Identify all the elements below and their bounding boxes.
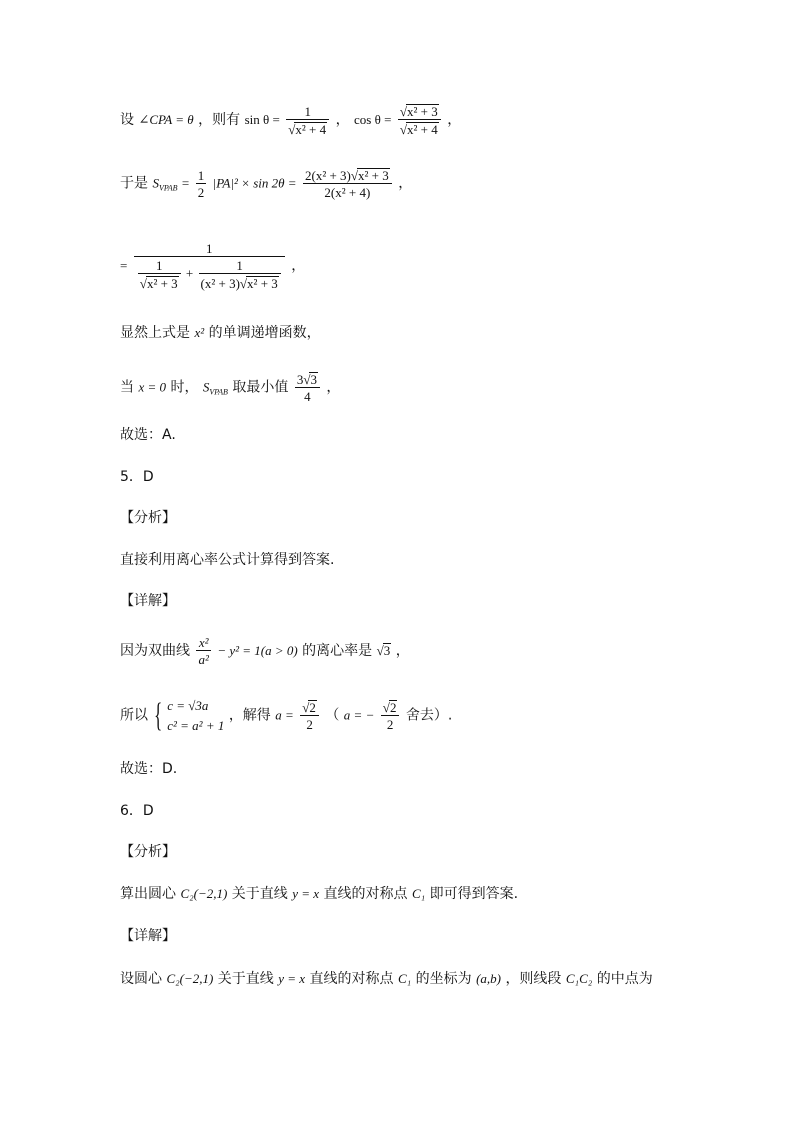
- section-heading-analysis: 【分析】: [120, 510, 176, 526]
- question-number-6: 6．D: [120, 803, 154, 819]
- fraction-cos: $\frac{\text{√x² + 3}}{\text{√x² + 4}}$: [398, 104, 441, 136]
- radicand: 3: [310, 372, 317, 387]
- text: 算出圆心: [120, 886, 176, 902]
- fraction-denominator: 4: [304, 389, 311, 404]
- fraction-inner-a: $\frac{1}{\text{√x² + 3}}$: [138, 259, 181, 290]
- fraction-a: $\frac{√2}{2}$: [300, 700, 319, 731]
- text: 即可得到答案.: [429, 886, 519, 902]
- text: 的中点为: [596, 971, 653, 987]
- line-detail-6: [120, 972, 653, 986]
- text: ，解得: [228, 707, 271, 724]
- fraction-area: $\frac{\text{2(x² + 3)√x² + 3}}{\text{2(x² + 4)}}$: [303, 168, 392, 199]
- line-system: [120, 696, 452, 735]
- fraction-denominator: 2(x² + 4): [324, 185, 371, 200]
- fraction-a-negative: $\frac{√2}{2}$: [381, 700, 400, 731]
- math-line: y = x: [292, 886, 320, 901]
- text: 因为双曲线: [120, 643, 190, 659]
- line-monotonic: [120, 326, 321, 340]
- radicand: 2: [309, 700, 316, 715]
- section-heading-details: 【详解】: [120, 593, 176, 609]
- text: 设圆心: [120, 971, 162, 987]
- text: ，: [398, 175, 413, 192]
- math-expression: |PA|² × sin 2θ =: [212, 175, 297, 191]
- fraction-numerator: 1: [134, 242, 285, 257]
- math-subscript: VPAB: [158, 183, 178, 193]
- math-point: C₁: [397, 971, 412, 986]
- text: 取最小值: [232, 379, 289, 396]
- text: 的单调递增函数，: [208, 325, 321, 341]
- text: （: [325, 707, 340, 724]
- math-area-symbol: S: [152, 175, 159, 191]
- equation-case: c² = a² + 1: [167, 717, 225, 733]
- text: 当: [120, 379, 134, 396]
- fraction-compound: [134, 242, 285, 290]
- fraction-min-value: $\frac{3√3}{4}$: [295, 372, 320, 403]
- math-segment: C₁C₂: [565, 971, 593, 986]
- fraction-half: [196, 169, 207, 199]
- fraction-numerator: 2(x² + 3): [304, 168, 351, 183]
- radicand: x² + 3: [358, 168, 389, 183]
- radicand: 2: [389, 700, 397, 715]
- math-expression: − y² = 1(a > 0): [217, 643, 298, 658]
- text: 设: [120, 112, 134, 128]
- text: ，: [395, 643, 410, 659]
- radicand: x² + 4: [295, 121, 327, 137]
- math-equals: =: [120, 258, 128, 273]
- math-cos: cos θ =: [354, 112, 392, 127]
- text: 时，: [170, 379, 199, 396]
- fraction-numerator: 3: [296, 372, 304, 387]
- fraction-denominator: (x² + 3): [200, 276, 240, 291]
- text: 所以: [120, 707, 148, 724]
- math-area-symbol: S: [202, 379, 210, 395]
- line-analysis-6: [120, 887, 518, 901]
- text: 舍去）.: [405, 707, 453, 724]
- text: 显然上式是: [120, 325, 190, 341]
- radicand: x² + 3: [407, 104, 438, 119]
- math-expression: a =: [275, 707, 294, 723]
- math-expression: a = −: [343, 707, 375, 723]
- analysis-text-5: 直接利用离心率公式计算得到答案.: [120, 552, 335, 568]
- text: 直线的对称点: [323, 886, 408, 902]
- math-equals: =: [181, 175, 190, 191]
- section-heading-analysis: 【分析】: [120, 844, 176, 860]
- question-number-5: 5．D: [120, 469, 154, 485]
- fraction-denominator: 2: [306, 717, 313, 732]
- math-line: y = x: [278, 971, 306, 986]
- line-angle-definition: [120, 104, 461, 136]
- radicand: x² + 4: [407, 122, 438, 137]
- radicand: x² + 3: [146, 276, 178, 291]
- fraction-numerator: 1: [138, 259, 181, 274]
- radicand: x² + 3: [247, 276, 278, 291]
- line-area-formula: [120, 168, 412, 199]
- fraction-inner-b: $\frac{1}{\text{(x² + 3)√x² + 3}}$: [199, 259, 281, 290]
- text: 的离心率是: [302, 643, 373, 659]
- math-point: C₂(−2,1): [166, 971, 214, 986]
- text: 关于直线: [217, 971, 274, 987]
- math-condition: x = 0: [138, 379, 166, 395]
- math-coordinates: (a,b): [476, 971, 501, 986]
- fraction-denominator: 2: [197, 184, 205, 200]
- math-sin: sin θ =: [244, 112, 280, 127]
- math-angle: ∠CPA = θ: [138, 112, 194, 127]
- text: ，: [326, 379, 341, 396]
- brace-icon: {: [154, 696, 163, 734]
- fraction-denominator: a²: [198, 652, 209, 667]
- answer-line-d: 故选：D.: [120, 761, 178, 777]
- fraction-numerator: 1: [286, 105, 329, 120]
- line-hyperbola: 因为双曲线 $\frac{\text{x²}}{\text{a²}}$ − y² = 1(a > 0) 的离心率是 √3 ，: [120, 635, 410, 667]
- section-heading-details: 【详解】: [120, 928, 176, 944]
- answer-line-a: 故选：A.: [120, 427, 176, 443]
- text: ，: [335, 112, 350, 128]
- math-x-squared: x²: [194, 325, 205, 340]
- text: ，则线段: [505, 971, 562, 987]
- math-point: C₂(−2,1): [180, 886, 228, 901]
- text: 直线的对称点: [309, 971, 394, 987]
- math-subscript: VPAB: [209, 387, 228, 397]
- text: ，: [291, 258, 306, 274]
- math-plus: +: [185, 265, 194, 281]
- fraction-denominator: 2: [386, 717, 394, 732]
- equation-case: c = √3a: [167, 698, 209, 713]
- line-compound-fraction: [120, 242, 305, 290]
- fraction-hyperbola: [196, 636, 210, 666]
- math-point: C₁: [411, 886, 426, 901]
- fraction-sin: $\frac{1}{\text{√x² + 4}}$: [286, 105, 329, 136]
- text: 的坐标为: [415, 971, 472, 987]
- text: ，则有: [198, 112, 241, 128]
- fraction-numerator: 1: [199, 259, 281, 274]
- fraction-numerator: x²: [196, 636, 210, 651]
- fraction-numerator: 1: [197, 167, 205, 183]
- line-minimum: [120, 372, 340, 403]
- radicand: 3: [383, 643, 391, 658]
- text: 于是: [120, 175, 148, 192]
- text: ，: [447, 112, 462, 128]
- text: 关于直线: [231, 886, 288, 902]
- equation-system: [167, 696, 224, 735]
